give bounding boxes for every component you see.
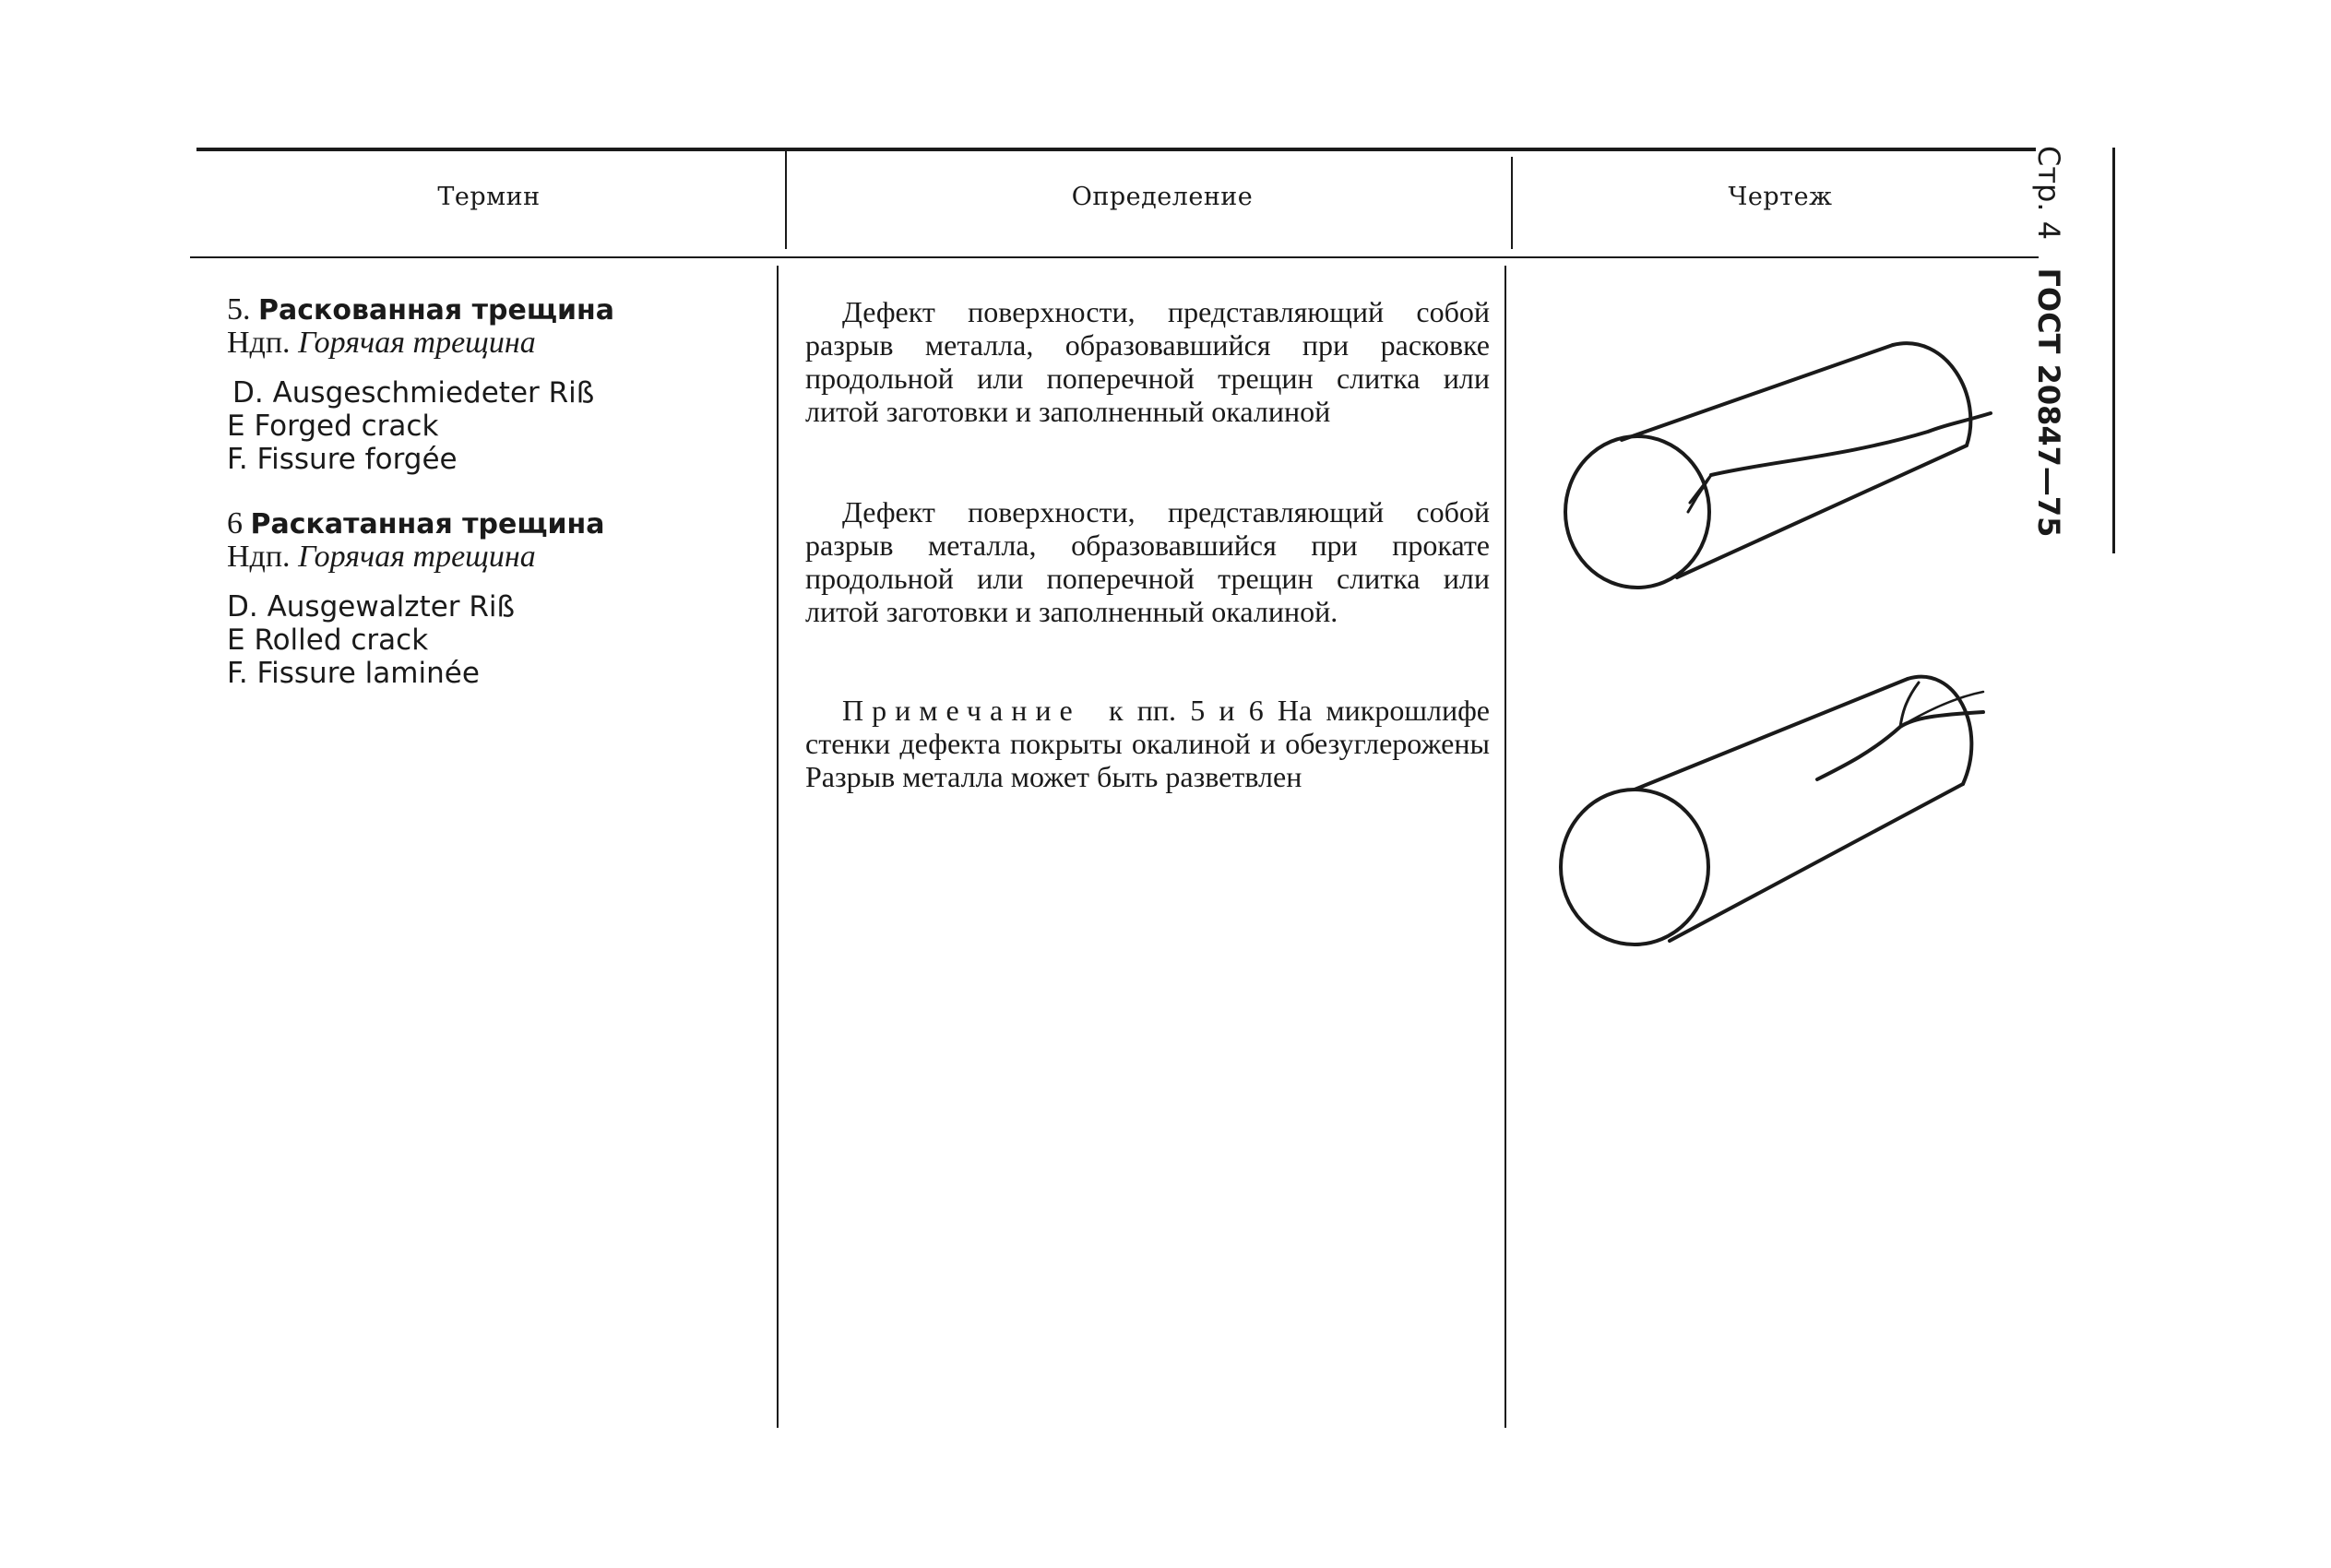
entry-5-definition	[805, 295, 1490, 428]
cylinder-2-far-end	[1908, 677, 1971, 784]
entry-5-ndp	[227, 327, 536, 360]
note-text: к пп. 5 и 6 На микрошлифе стенки дефекта покрыты окалиной и обезуглерожены Разрыв металла может быть разветвлен	[805, 694, 1491, 793]
column-divider-1	[777, 266, 779, 1428]
entry-6-number: 6	[227, 506, 243, 540]
column-divider-2	[1504, 266, 1506, 1428]
header-divider-1	[785, 151, 787, 249]
header-drawing: Чертеж	[1728, 183, 1833, 211]
entry-5-ndp-prefix: Ндп.	[227, 326, 291, 360]
entry-6-ndp-prefix: Ндп.	[227, 540, 291, 574]
header-term: Термин	[437, 183, 541, 211]
side-label-rule	[2112, 148, 2115, 553]
note-block	[805, 694, 1490, 793]
crack-icon	[1688, 413, 1991, 512]
cylinder-2-top-edge	[1635, 679, 1908, 790]
side-page-label	[2002, 146, 2066, 718]
entry-5-number: 5.	[227, 292, 251, 327]
entry-6-definition-text: Дефект поверхности, представляющий собой разрыв металла, образовавшийся при прокате продольной или поперечной трещин слитка или литой заготовки и заполненный окалиной.	[805, 495, 1490, 628]
cylinder-2-bottom-edge	[1670, 784, 1963, 941]
side-page-number: Стр. 4	[2031, 146, 2066, 240]
cylinder-2-icon	[1561, 677, 1971, 944]
entry-5-ndp-term: Горячая трещина	[298, 326, 536, 360]
header-definition: Определение	[1071, 183, 1254, 211]
rolled-crack-drawing	[1550, 664, 2011, 959]
header-divider-2	[1511, 157, 1513, 249]
entry-5-term	[227, 293, 614, 327]
entry-6-definition	[805, 495, 1490, 628]
entry-6-en: E Rolled crack	[227, 624, 429, 657]
entry-6-term	[227, 507, 605, 541]
entry-5-definition-text: Дефект поверхности, представляющий собой разрыв металла, образовавшийся при расковке продольной или поперечной трещин слитка или литой заготовки и заполненный окалиной	[805, 295, 1490, 428]
note-paragraph	[805, 694, 1490, 793]
note-label: Примечание	[842, 694, 1081, 727]
entry-6-ndp-term: Горячая трещина	[298, 540, 536, 574]
cylinder-bottom-edge	[1677, 445, 1967, 577]
forged-crack-drawing	[1550, 332, 2011, 609]
side-standard-number: ГОСТ 20847—75	[2031, 267, 2066, 538]
entry-6-fr: F. Fissure laminée	[227, 657, 480, 690]
entry-6-de: D. Ausgewalzter Riß	[227, 590, 516, 624]
cylinder-2-end-face	[1561, 790, 1708, 944]
entry-5-en: E Forged crack	[227, 410, 439, 443]
entry-6-ndp	[227, 540, 536, 574]
entry-5-title: Раскованная трещина	[258, 294, 614, 327]
entry-6-title: Раскатанная трещина	[250, 508, 605, 540]
crack-line	[1711, 413, 1991, 475]
table-top-rule	[196, 148, 2036, 151]
header-bottom-rule	[190, 256, 2039, 258]
entry-5-fr: F. Fissure forgée	[227, 443, 458, 476]
entry-5-de: D. Ausgeschmiedeter Riß	[232, 376, 595, 410]
cylinder-top-edge	[1622, 345, 1893, 440]
branched-crack-branch-2	[1909, 692, 1983, 721]
